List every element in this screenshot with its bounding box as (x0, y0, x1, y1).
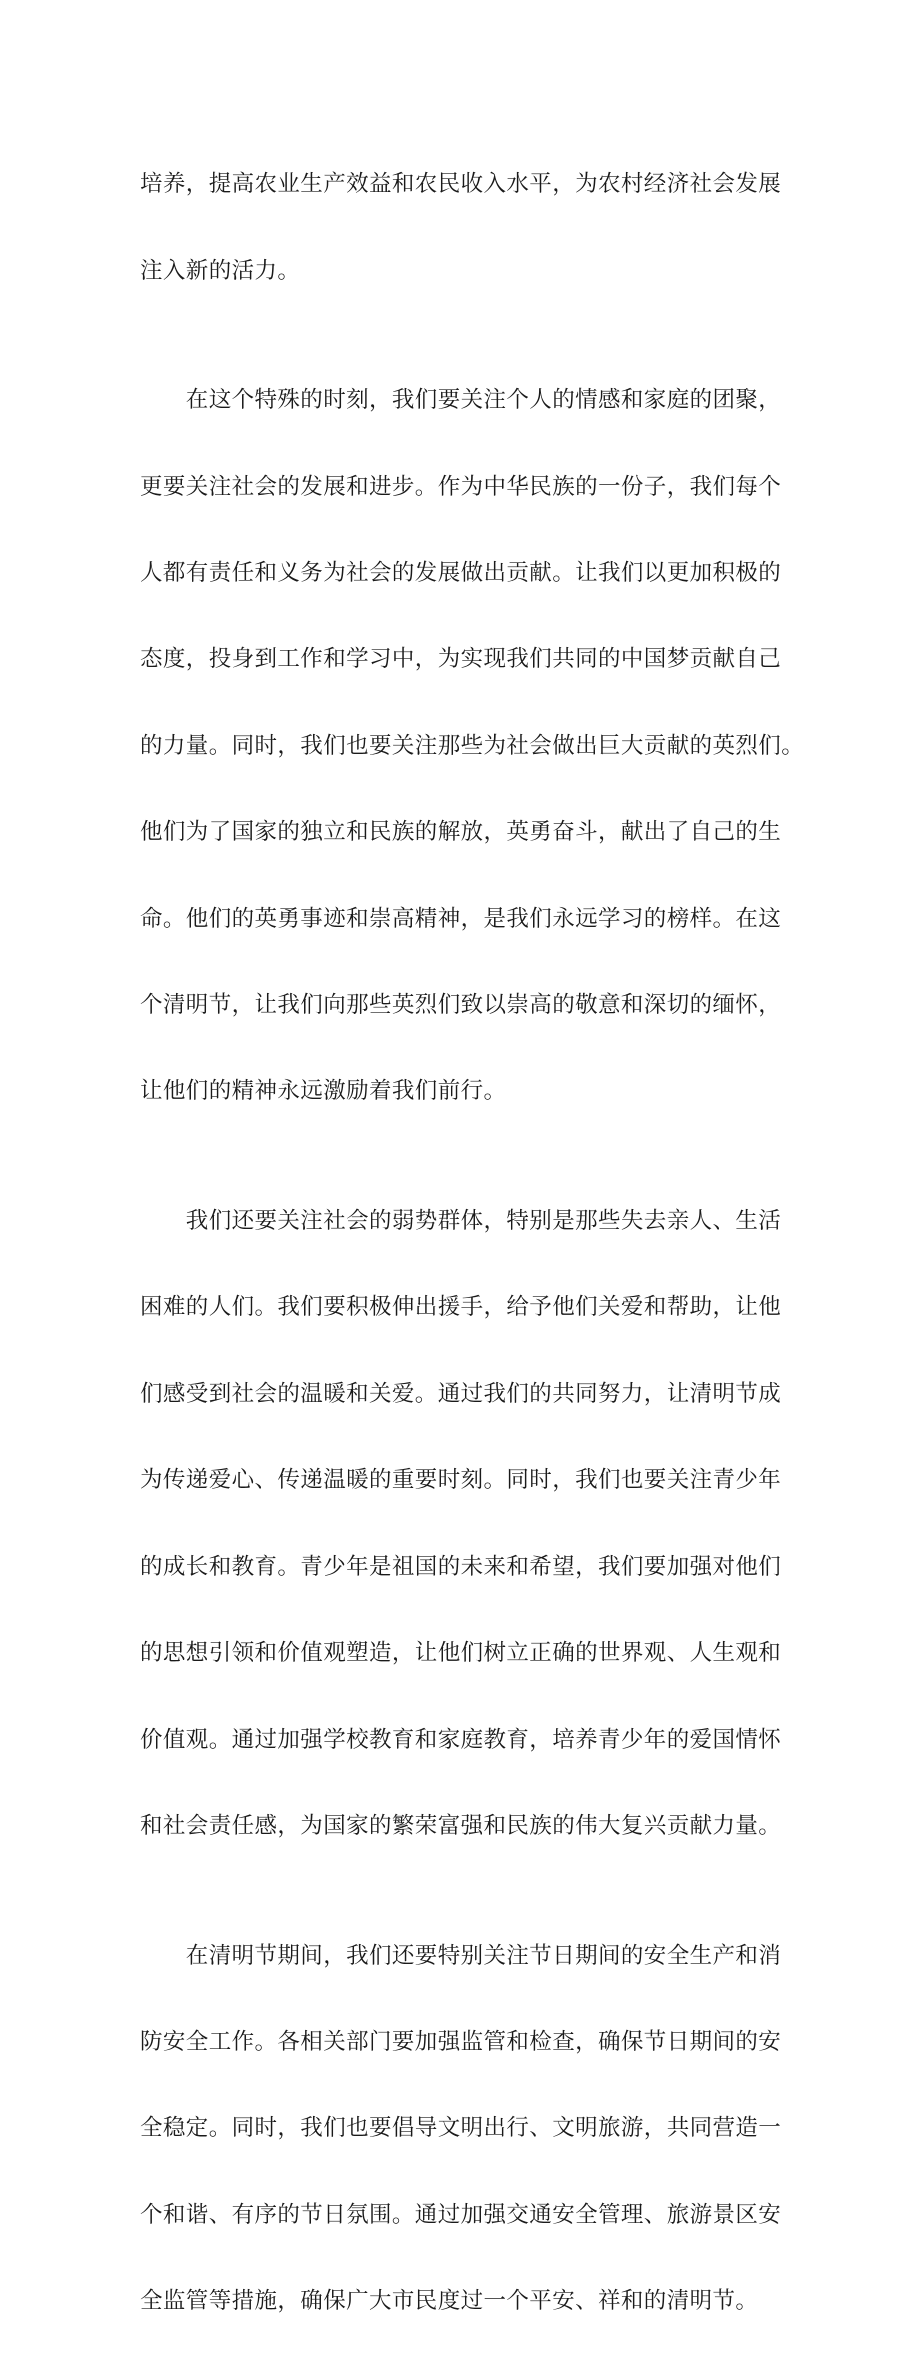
text-line: 命。他们的英勇事迹和崇高精神，是我们永远学习的榜样。在这 (140, 905, 782, 932)
text-line: 防安全工作。各相关部门要加强监管和检查，确保节日期间的安 (140, 2028, 782, 2055)
paragraph-3 (140, 1157, 786, 1891)
text-line: 在清明节期间，我们还要特别关注节日期间的安全生产和消 (140, 1942, 782, 1969)
text-line: 和社会责任感，为国家的繁荣富强和民族的伟大复兴贡献力量。 (140, 1812, 782, 1839)
text-line: 人都有责任和义务为社会的发展做出贡献。让我们以更加积极的 (140, 560, 782, 587)
text-line: 的思想引领和价值观塑造，让他们树立正确的世界观、人生观和 (140, 1640, 782, 1667)
text-line: 全监管等措施，确保广大市民度过一个平安、祥和的清明节。 (140, 2288, 759, 2315)
paragraph-4 (140, 1891, 786, 2366)
text-line: 个清明节，让我们向那些英烈们致以崇高的敬意和深切的缅怀， (140, 992, 782, 1019)
text-line: 全稳定。同时，我们也要倡导文明出行、文明旅游，共同营造一 (140, 2115, 782, 2142)
text-line: 更要关注社会的发展和进步。作为中华民族的一份子，我们每个 (140, 473, 782, 500)
text-line: 培养，提高农业生产效益和农民收入水平，为农村经济社会发展 (140, 171, 782, 198)
body-text (140, 120, 805, 2367)
text-line: 的力量。同时，我们也要关注那些为社会做出巨大贡献的英烈们。 (140, 732, 805, 759)
text-line: 为传递爱心、传递温暖的重要时刻。同时，我们也要关注青少年 (140, 1467, 782, 1494)
text-line: 困难的人们。我们要积极伸出援手，给予他们关爱和帮助，让他 (140, 1294, 782, 1321)
text-line: 的成长和教育。青少年是祖国的未来和希望，我们要加强对他们 (140, 1553, 782, 1580)
text-line: 们感受到社会的温暖和关爱。通过我们的共同努力，让清明节成 (140, 1380, 782, 1407)
text-line: 个和谐、有序的节日氛围。通过加强交通安全管理、旅游景区安 (140, 2201, 782, 2228)
paragraph-1 (140, 120, 786, 336)
text-line: 注入新的活力。 (140, 257, 301, 284)
paragraph-2 (140, 336, 805, 1157)
text-line: 他们为了国家的独立和民族的解放，英勇奋斗，献出了自己的生 (140, 819, 782, 846)
text-line: 我们还要关注社会的弱势群体，特别是那些失去亲人、生活 (140, 1208, 782, 1235)
text-line: 在这个特殊的时刻，我们要关注个人的情感和家庭的团聚， (140, 387, 782, 414)
text-line: 让他们的精神永远激励着我们前行。 (140, 1078, 507, 1105)
text-line: 态度，投身到工作和学习中，为实现我们共同的中国梦贡献自己 (140, 646, 782, 673)
text-line: 价值观。通过加强学校教育和家庭教育，培养青少年的爱国情怀 (140, 1726, 782, 1753)
